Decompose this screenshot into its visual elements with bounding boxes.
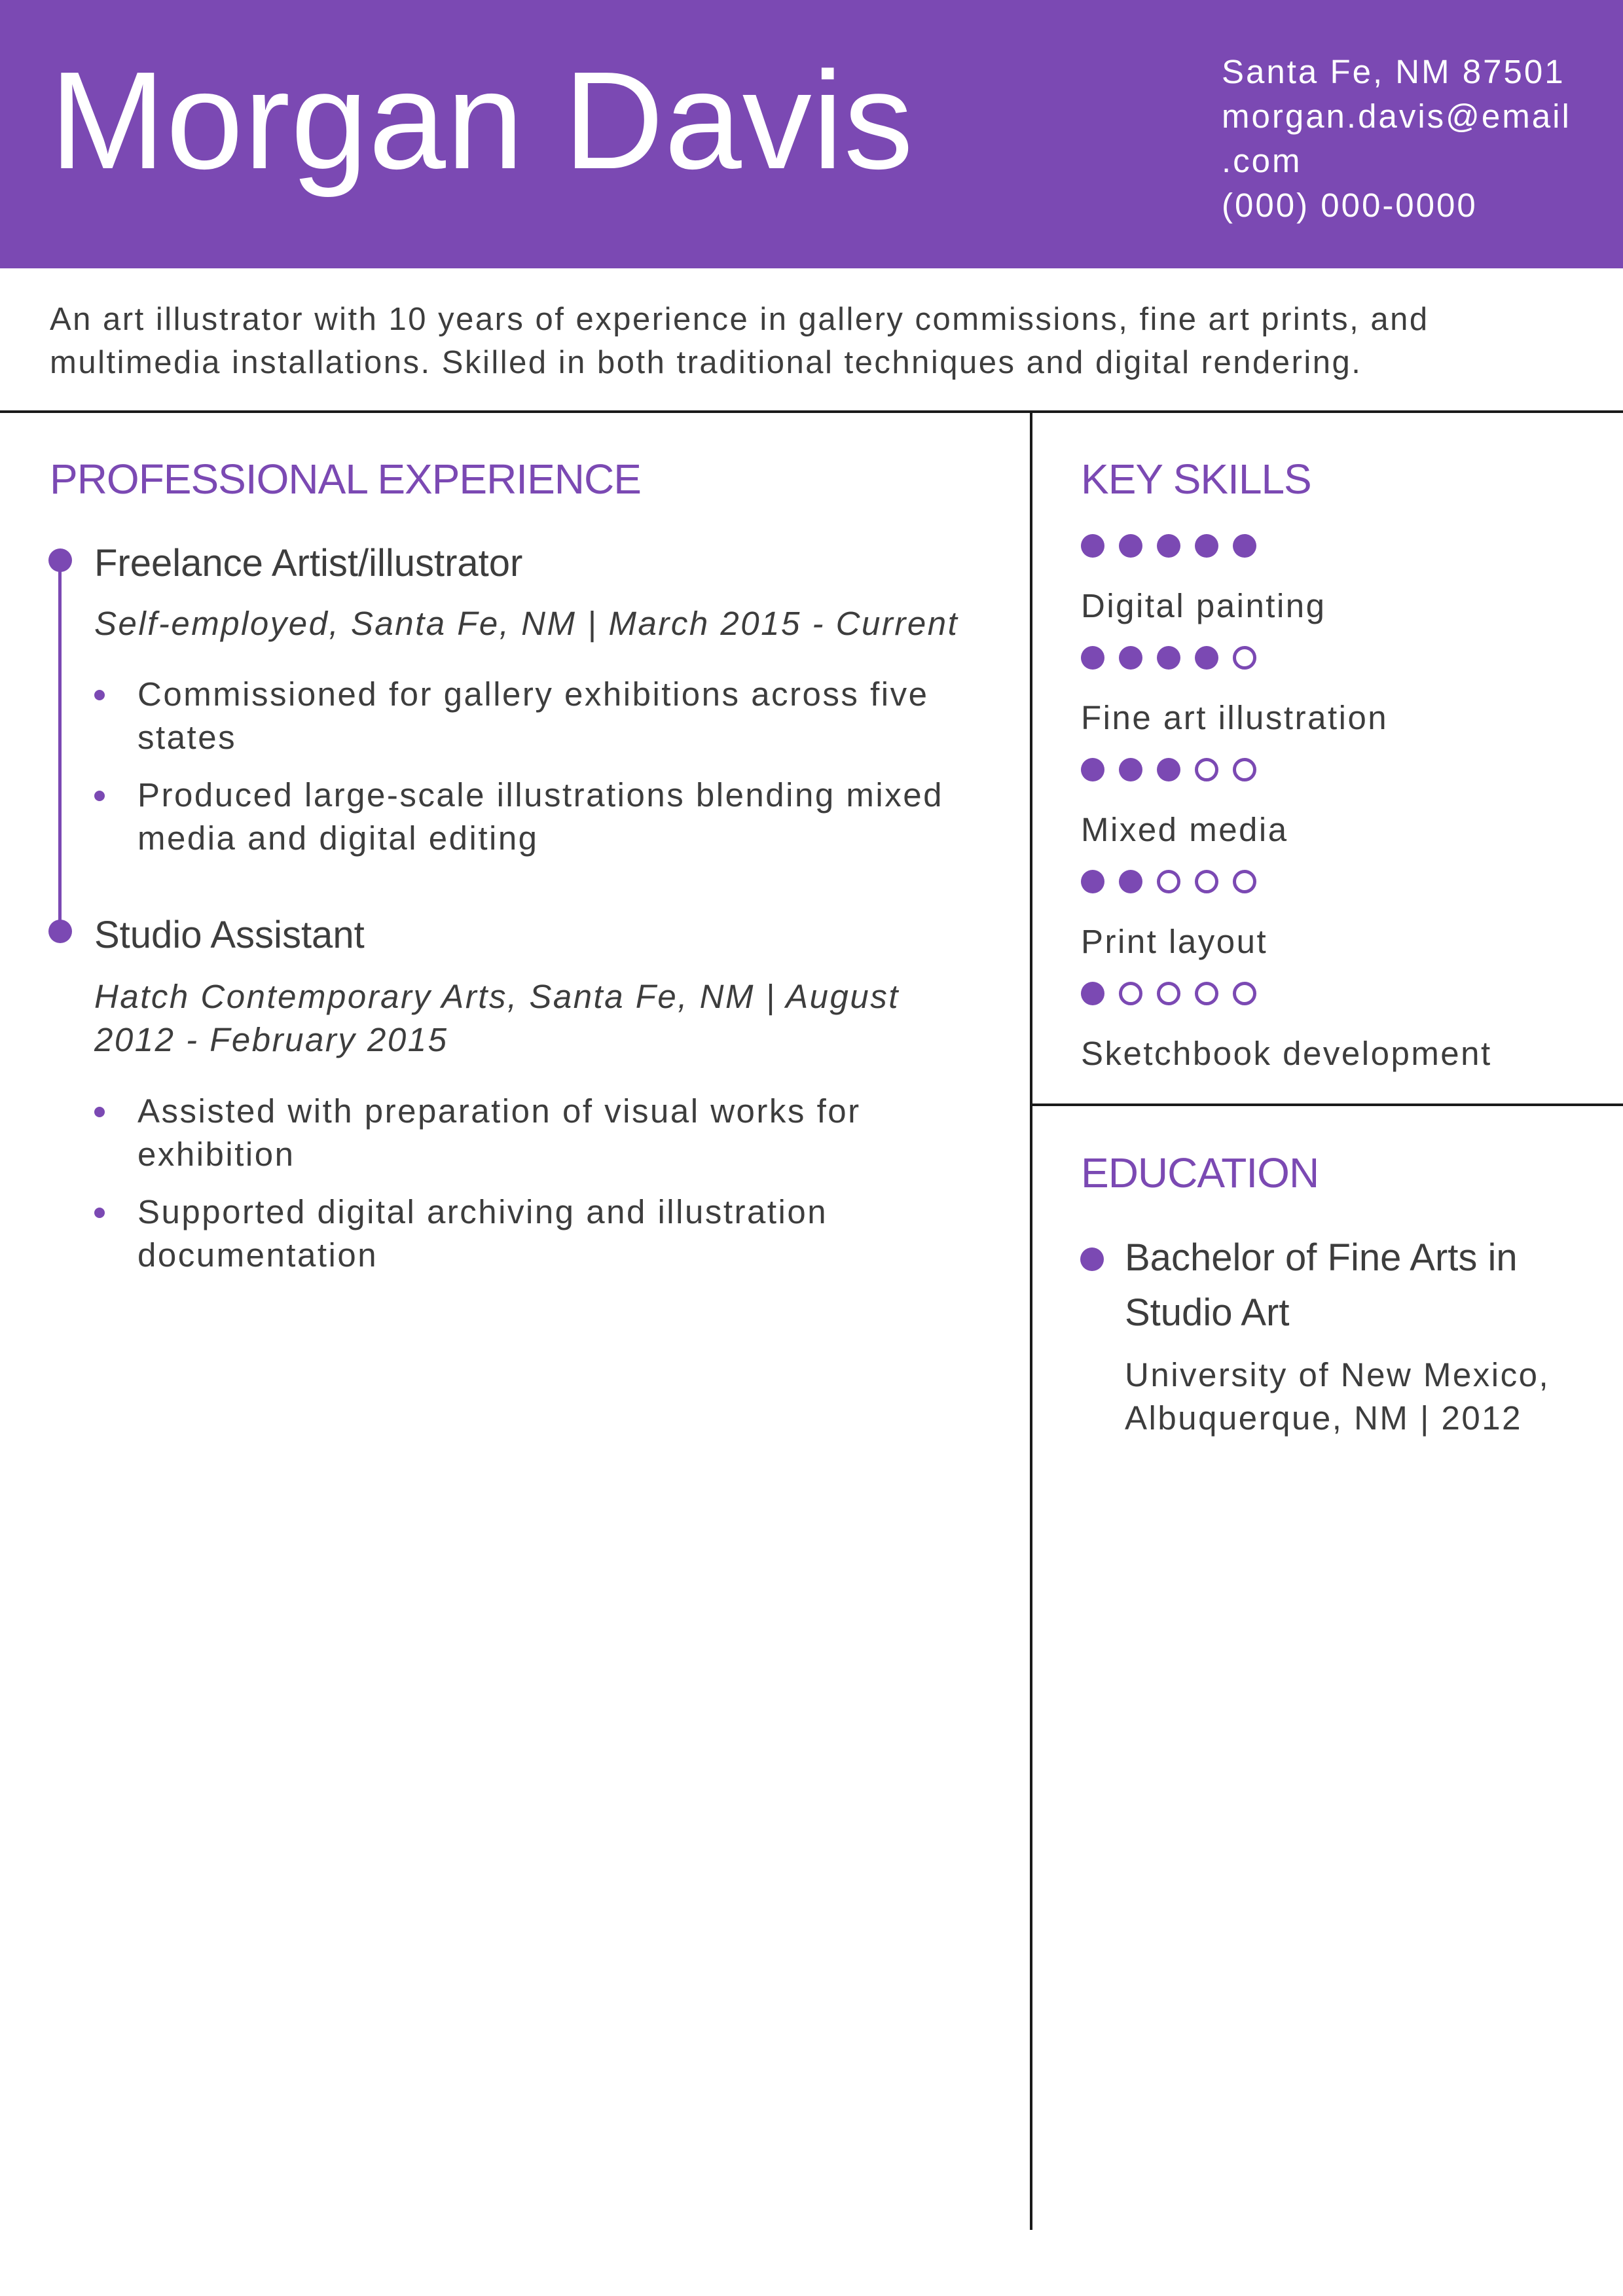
skill-rating: [1081, 870, 1267, 893]
bullet-icon: [94, 1208, 105, 1218]
header-banner: [0, 0, 1623, 268]
list-item: [94, 673, 972, 759]
rating-empty-icon: [1195, 870, 1218, 893]
contact-info: [1222, 50, 1588, 228]
job-title: Freelance Artist/illustrator: [94, 542, 523, 584]
job-bullets: [94, 673, 972, 874]
rating-filled-icon: [1081, 758, 1104, 781]
skill-rating: [1081, 982, 1492, 1005]
candidate-name: Morgan Davis: [50, 43, 914, 198]
rating-filled-icon: [1195, 534, 1218, 558]
skill-label: Digital painting: [1081, 587, 1326, 624]
skill-item: [1081, 534, 1326, 622]
rating-filled-icon: [1119, 534, 1142, 558]
rating-empty-icon: [1119, 982, 1142, 1005]
timeline-dot: [48, 920, 72, 943]
skill-label: Print layout: [1081, 923, 1268, 960]
contact-address: Santa Fe, NM 87501: [1222, 53, 1565, 90]
skill-item: [1081, 982, 1492, 1070]
experience-heading: PROFESSIONAL EXPERIENCE: [50, 456, 641, 503]
bullet-text: Produced large-scale illustrations blending mixed media and digital editing: [137, 776, 943, 857]
rating-filled-icon: [1081, 982, 1104, 1005]
bullet-icon: [94, 1107, 105, 1117]
contact-phone: (000) 000-0000: [1222, 187, 1478, 224]
bullet-text: Commissioned for gallery exhibitions across five states: [137, 675, 929, 756]
list-item: [94, 1090, 972, 1176]
education-school: University of New Mexico, Albuquerque, NM | 2012: [1125, 1356, 1550, 1437]
professional-summary: An art illustrator with 10 years of experience in gallery commissions, fine art prints, and multimedia installations. Skilled in both traditional techniques and digital rendering.: [50, 302, 1429, 380]
rating-filled-icon: [1119, 870, 1142, 893]
bullet-icon: [94, 690, 105, 700]
rating-filled-icon: [1195, 646, 1218, 670]
job-bullets: [94, 1090, 972, 1291]
skill-label: Fine art illustration: [1081, 699, 1389, 736]
rating-empty-icon: [1157, 870, 1180, 893]
bullet-text: Assisted with preparation of visual works for exhibition: [137, 1092, 861, 1173]
rating-empty-icon: [1195, 982, 1218, 1005]
education-degree: Bachelor of Fine Arts in Studio Art: [1125, 1236, 1518, 1334]
rating-filled-icon: [1233, 534, 1256, 558]
rating-filled-icon: [1119, 758, 1142, 781]
skill-rating: [1081, 758, 1288, 781]
bullet-text: Supported digital archiving and illustration documentation: [137, 1193, 828, 1274]
rating-empty-icon: [1233, 646, 1256, 670]
rating-empty-icon: [1233, 758, 1256, 781]
job-meta: Hatch Contemporary Arts, Santa Fe, NM | August 2012 - February 2015: [94, 978, 900, 1058]
skills-heading: KEY SKILLS: [1081, 456, 1311, 503]
contact-email-line-1: morgan.davis@email: [1222, 98, 1571, 135]
education-bullet-icon: [1080, 1247, 1104, 1271]
skill-rating: [1081, 534, 1326, 558]
skill-label: Sketchbook development: [1081, 1035, 1492, 1072]
rating-filled-icon: [1119, 646, 1142, 670]
rating-empty-icon: [1157, 982, 1180, 1005]
rating-filled-icon: [1081, 870, 1104, 893]
skills-education-divider: [1030, 1103, 1623, 1106]
list-item: [94, 774, 972, 860]
rating-empty-icon: [1233, 982, 1256, 1005]
rating-empty-icon: [1195, 758, 1218, 781]
experience-timeline: [58, 560, 62, 933]
column-divider: [1030, 410, 1032, 2230]
rating-empty-icon: [1233, 870, 1256, 893]
job-meta: Self-employed, Santa Fe, NM | March 2015 - Current: [94, 605, 959, 642]
skill-label: Mixed media: [1081, 811, 1288, 848]
education-heading: EDUCATION: [1081, 1149, 1319, 1196]
bullet-icon: [94, 791, 105, 801]
summary-divider: [0, 410, 1623, 413]
skill-item: [1081, 870, 1267, 958]
rating-filled-icon: [1157, 758, 1180, 781]
rating-filled-icon: [1081, 534, 1104, 558]
rating-filled-icon: [1157, 534, 1180, 558]
contact-email-line-2: .com: [1222, 142, 1302, 179]
rating-filled-icon: [1081, 646, 1104, 670]
list-item: [94, 1191, 972, 1277]
skill-item: [1081, 758, 1288, 846]
rating-filled-icon: [1157, 646, 1180, 670]
skill-rating: [1081, 646, 1388, 670]
job-title: Studio Assistant: [94, 914, 365, 956]
skill-item: [1081, 646, 1388, 734]
timeline-dot: [48, 548, 72, 572]
